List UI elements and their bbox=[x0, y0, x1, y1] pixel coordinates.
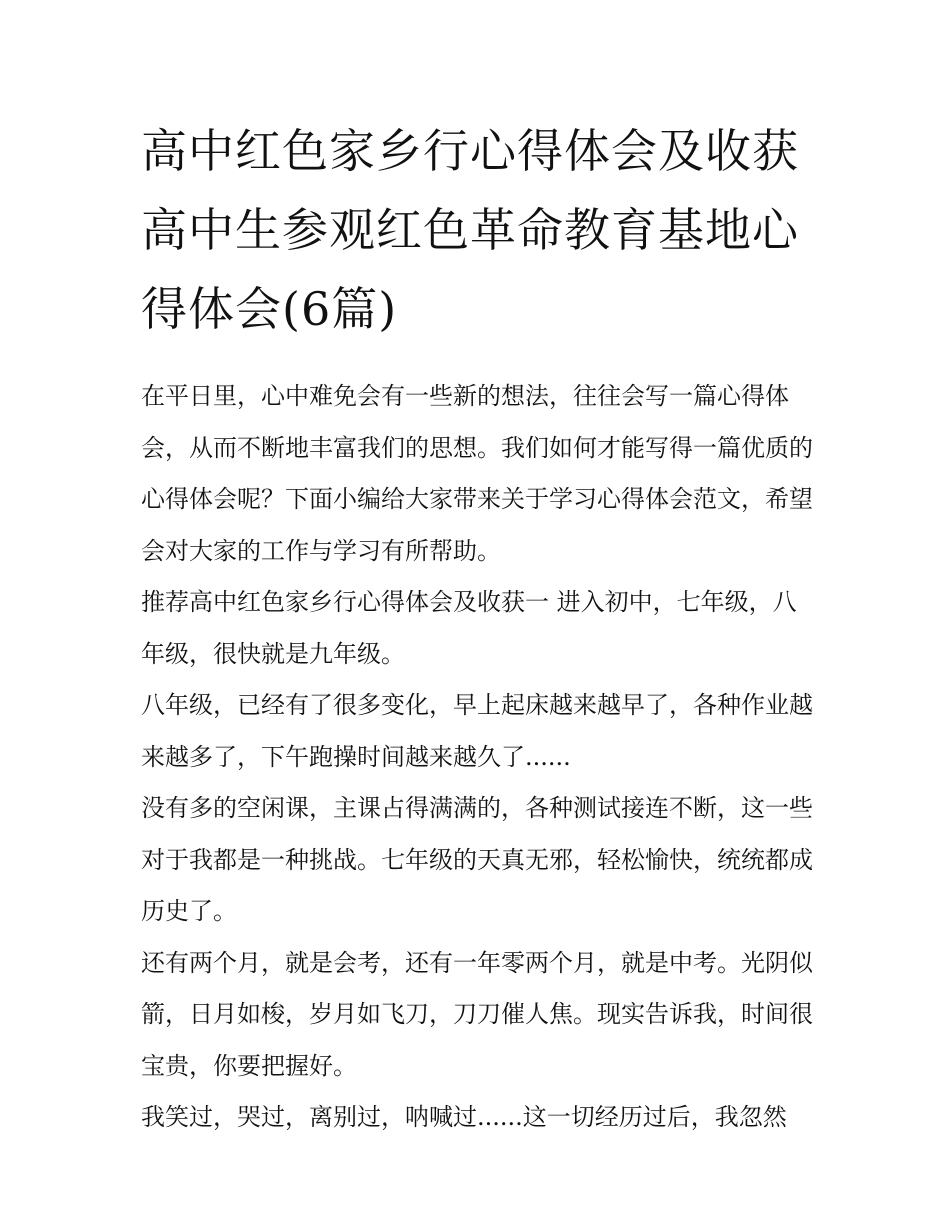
document-title: 高中红色家乡行心得体会及收获 高中生参观红色革命教育基地心得体会(6篇) bbox=[141, 124, 799, 336]
document-body bbox=[141, 371, 813, 1144]
paragraph-experiences: 我笑过，哭过，离别过，呐喊过......这一切经历过后，我忽然 bbox=[141, 1103, 787, 1131]
paragraph-grade-eight: 八年级，已经有了很多变化，早上起床越来越早了，各种作业越来越多了，下午跑操时间越来越久了...... bbox=[141, 691, 813, 771]
paragraph-challenges: 没有多的空闲课，主课占得满满的，各种测试接连不断，这一些对于我都是一种挑战。七年级的天真无邪，轻松愉快，统统都成历史了。 bbox=[141, 794, 813, 925]
document-content bbox=[141, 112, 813, 1144]
paragraph-time: 还有两个月，就是会考，还有一年零两个月，就是中考。光阴似箭，日月如梭，岁月如飞刀，刀刀催人焦。现实告诉我，时间很宝贵，你要把握好。 bbox=[141, 948, 813, 1080]
paragraph-intro: 在平日里，心中难免会有一些新的想法，往往会写一篇心得体会，从而不断地丰富我们的思想。我们如何才能写得一篇优质的心得体会呢？下面小编给大家带来关于学习心得体会范文，希望会对大家的工作与学习有所帮助。 bbox=[141, 382, 813, 565]
paragraph-recommend: 推荐高中红色家乡行心得体会及收获一 进入初中，七年级，八年级，很快就是九年级。 bbox=[141, 588, 797, 668]
